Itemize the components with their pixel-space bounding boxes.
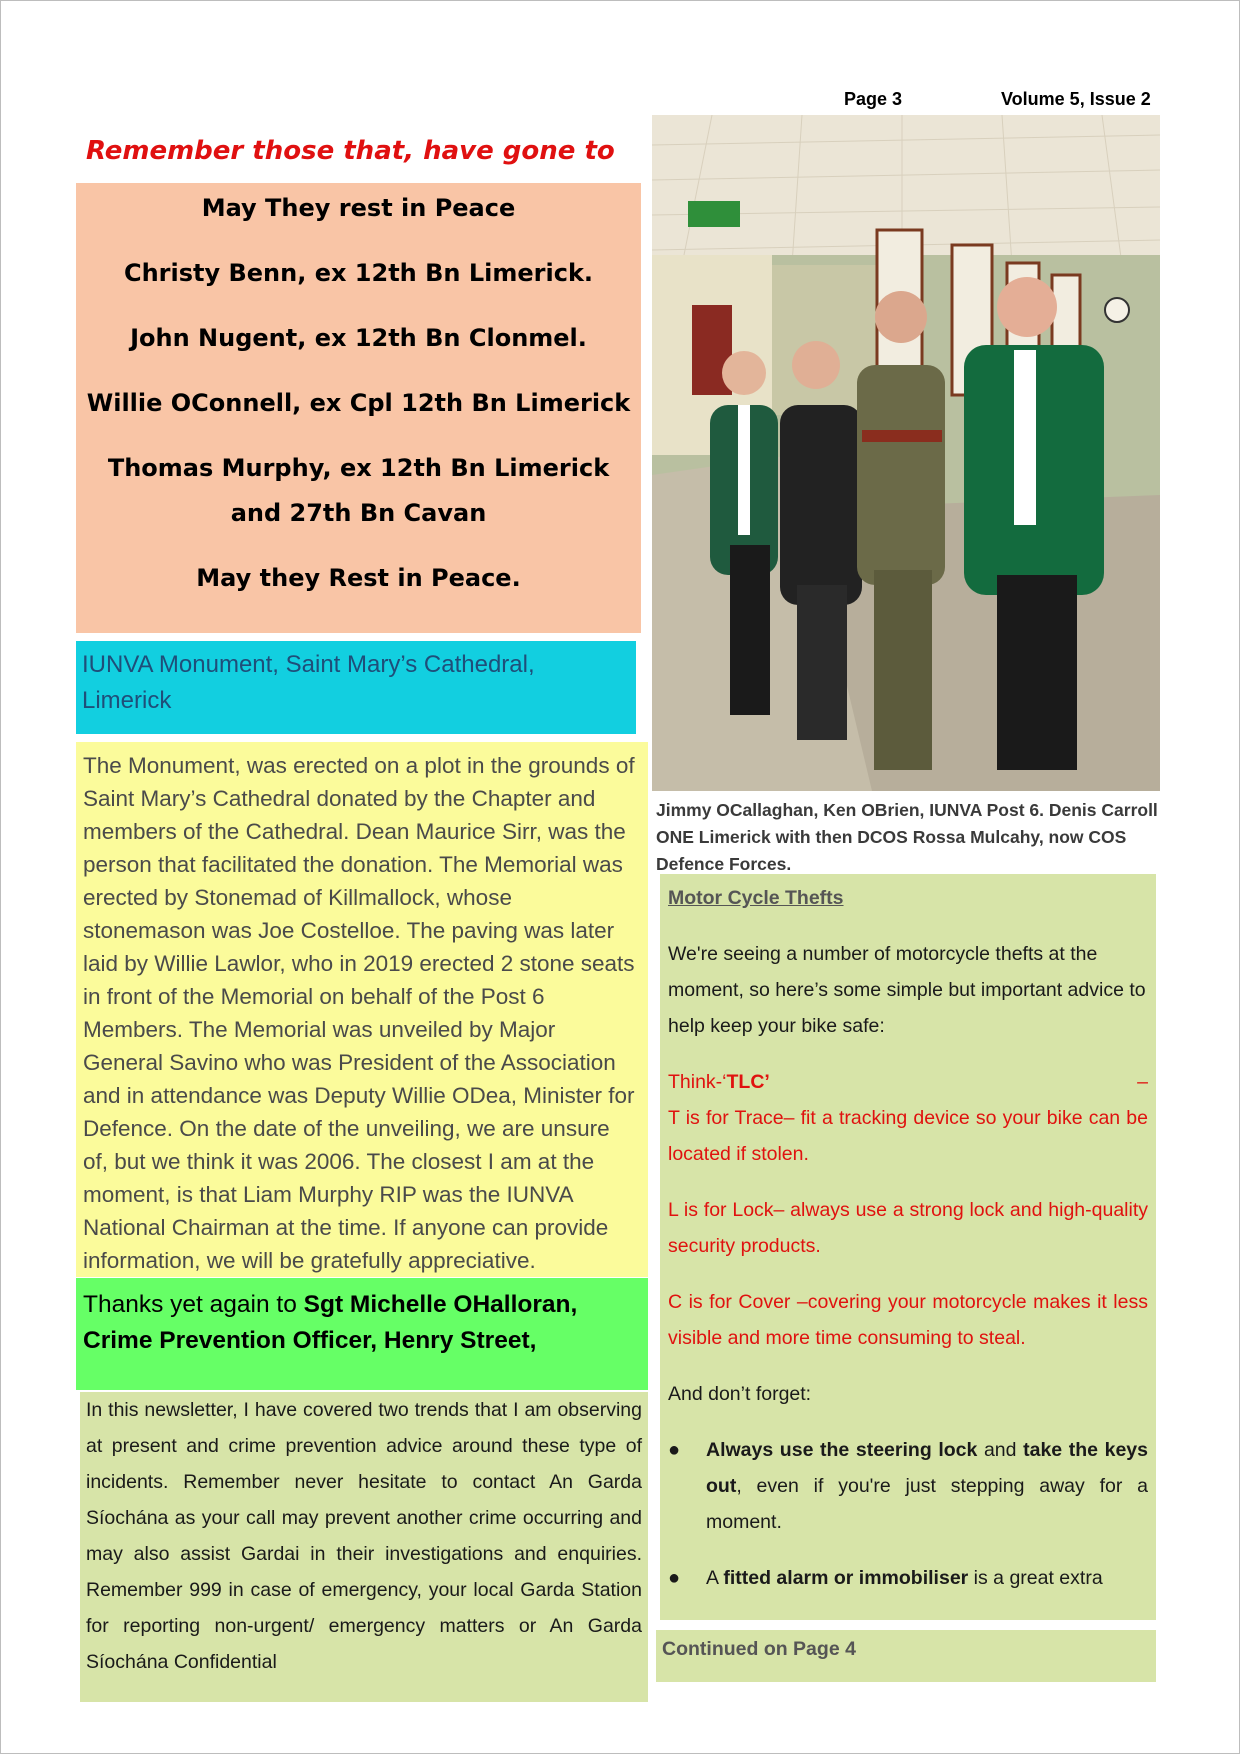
bullet1-text1: and: [977, 1439, 1024, 1461]
motorcycle-title: Motor Cycle Thefts: [668, 887, 844, 909]
tlc-prefix: Think-‘: [668, 1071, 727, 1093]
tlc-line: [668, 1064, 1148, 1100]
cover-line: C is for Cover –covering your motorcycle makes it less visible and more time consuming to steal.: [668, 1291, 1148, 1349]
bullet2-text1: A: [706, 1567, 724, 1589]
volume-issue: Volume 5, Issue 2: [1001, 89, 1151, 109]
monument-heading: IUNVA Monument, Saint Mary’s Cathedral, Limerick: [76, 641, 636, 734]
monument-body: The Monument, was erected on a plot in the grounds of Saint Mary’s Cathedral donated by the Chapter and members of the Cathedral. Dean Maurice Sirr, was the person that facilitated the donation. The Memorial was erected by Stonemad of Killmallock, whose stonemason was Joe Costelloe. The paving was later laid by Willie Lawlor, who in 2019 erected 2 stone seats in front of the Memorial on behalf of the Post 6 Members. The Memorial was unveiled by Major General Savino who was President of the Association and in attendance was Deputy Willie ODea, Minister for Defence. On the date of the unveiling, we are unsure of, but we think it was 2006. The closest I am at the moment, is that Liam Murphy RIP was the IUNVA National Chairman at the time. If anyone can provide information, we will be gratefully appreciative.: [76, 742, 648, 1277]
bullet2-bold1: fitted alarm or immobiliser: [723, 1567, 969, 1589]
lock-line: L is for Lock– always use a strong lock and high-quality security products.: [668, 1199, 1148, 1257]
thanks-box: [76, 1278, 648, 1390]
memorial-line: Thomas Murphy, ex 12th Bn Limerick: [107, 454, 610, 482]
bullet-alarm: [668, 1560, 1148, 1596]
memorial-line: John Nugent, ex 12th Bn Clonmel.: [130, 324, 587, 352]
group-photo: [652, 115, 1160, 791]
page-number: Page 3: [844, 89, 903, 109]
group-photo-illustration: [652, 115, 1160, 791]
bullet-dot-icon: ●: [668, 1439, 681, 1461]
photo-caption: Jimmy OCallaghan, Ken OBrien, IUNVA Post 6. Denis Carroll ONE Limerick with then DCOS Rossa Mulcahy, now COS Defence Forces.: [656, 800, 1158, 874]
newsletter-body: In this newsletter, I have covered two trends that I am observing at present and crime prevention advice around these type of incidents. Remember never hesitate to contact An Garda Síochána as your call may prevent another crime occurring and may also assist Gardai in their investigations and enquiries. Remember 999 in case of emergency, your local Garda Station for reporting non-urgent/ emergency matters or An Garda Síochána Confidential: [80, 1392, 648, 1702]
memorial-line: and 27th Bn Cavan: [230, 499, 487, 527]
bullet-steering-lock: [668, 1432, 1148, 1540]
tlc-dash: –: [1137, 1071, 1148, 1093]
trace-line: T is for Trace– fit a tracking device so your bike can be located if stolen.: [668, 1107, 1148, 1165]
bullet2-text2: is a great extra: [968, 1567, 1103, 1589]
continued-note: Continued on Page 4: [656, 1630, 1156, 1682]
tlc-bold: TLC’: [726, 1071, 770, 1093]
bullet1-text2: , even if you're just stepping away for a moment.: [706, 1475, 1148, 1533]
motorcycle-intro: We're seeing a number of motorcycle thefts at the moment, so here’s some simple but important advice to help keep your bike safe:: [668, 943, 1146, 1037]
memorial-line: May They rest in Peace: [201, 194, 516, 222]
thanks-prefix: Thanks yet again to: [83, 1291, 304, 1318]
dont-forget: And don’t forget:: [668, 1383, 812, 1405]
motorcycle-advice-box: [660, 874, 1156, 1620]
remember-heading: Remember those that, have gone to: [86, 136, 615, 166]
memorial-line: Willie OConnell, ex Cpl 12th Bn Limerick: [86, 389, 631, 417]
memorial-box: [76, 183, 641, 633]
bullet-dot-icon: ●: [668, 1567, 681, 1589]
memorial-line: Christy Benn, ex 12th Bn Limerick.: [123, 259, 594, 287]
bullet1-bold1: Always use the steering lock: [706, 1439, 978, 1461]
bullet1-bold2: take the keys out: [706, 1439, 1148, 1497]
thanks-name: Sgt Michelle OHalloran, Crime Prevention Officer, Henry Street,: [83, 1291, 578, 1354]
memorial-line: May they Rest in Peace.: [196, 564, 521, 592]
